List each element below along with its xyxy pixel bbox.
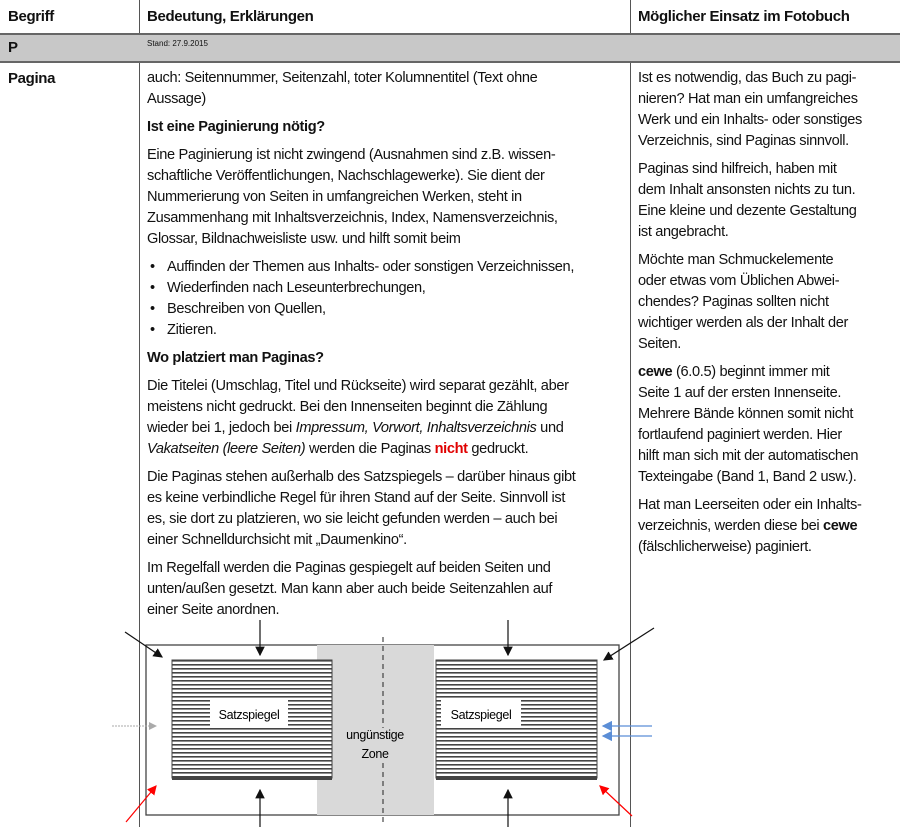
term: Pagina xyxy=(8,70,56,87)
paragraph: Eine Paginierung ist nicht zwingend (Ausnahmen sind z.B. wissen- schaftliche Veröffentlichungen, Nachschlagewerke). Sie dient der Nummerierung von Seiten in umfangreichen Werken, steht in Zusammenhang mit Inhaltsverzeichnis, Index, Namensverzeichnis, Glossar, Bildnachweisliste usw. und hilft somit beim xyxy=(147,147,558,247)
paragraph: Paginas sind hilfreich, haben mit dem Inhalt ansonsten nichts zu tun. Eine kleine und dezente Gestaltung ist angebracht. xyxy=(638,161,857,240)
list-item: • Zitieren. xyxy=(147,320,629,341)
paragraph: auch: Seitennummer, Seitenzahl, toter Kolumnentitel (Text ohne Aussage) xyxy=(147,70,538,107)
paragraph: Die Paginas stehen außerhalb des Satzspiegels – darüber hinaus gibt es keine verbindliche Regel für ihren Stand auf der Seite. Sinnvoll ist es, sie dort zu platzieren, wo sie leicht gefunden werden – auch bei einer Schnelldurchsicht mit „Daumenkino“. xyxy=(147,469,576,548)
list-item: • Wiederfinden nach Leseunterbrechungen, xyxy=(147,278,629,299)
header-einsatz: Möglicher Einsatz im Fotobuch xyxy=(638,8,850,25)
paragraph: Ist es notwendig, das Buch zu pagi- nieren? Hat man ein umfangreiches Werk und ein Inhalts- oder sonstiges Verzeichnis, sind Paginas sinnvoll. xyxy=(638,70,862,149)
header-bedeutung: Bedeutung, Erklärungen xyxy=(147,8,314,25)
text: Die Titelei (Umschlag, Titel und Rückseite) wird separat gezählt, aber meistens nicht gedruckt. Bei den Innenseiten beginnt die Zählung wieder bei 1, jedoch bei xyxy=(147,378,569,436)
brand-text: cewe xyxy=(638,364,673,380)
list-item: • Beschreiben von Quellen, xyxy=(147,299,629,320)
zone-label-1: ungünstige xyxy=(346,728,404,742)
zone-label-2: Zone xyxy=(361,747,389,761)
italic-text: Impressum, Vorwort, Inhaltsverzeichnis xyxy=(295,420,537,436)
left-type-area-label: Satzspiegel xyxy=(218,708,280,722)
italic-text: Vakatseiten (leere Seiten) xyxy=(147,441,306,457)
text: werden die Paginas xyxy=(305,441,435,457)
paragraph: Möchte man Schmuckelemente oder etwas vom Üblichen Abwei- chendes? Paginas sollten nicht wichtiger werden als der Inhalt der Seiten. xyxy=(638,252,849,352)
text: Hat man Leerseiten oder ein Inhalts- verzeichnis, werden diese bei xyxy=(638,497,862,534)
subheading: Wo platziert man Paginas? xyxy=(147,350,324,366)
date-stamp: Stand: 27.9.2015 xyxy=(147,39,208,48)
section-letter: P xyxy=(8,39,18,56)
emphasis-text: nicht xyxy=(434,441,468,457)
paragraph: Im Regelfall werden die Paginas gespiegelt auf beiden Seiten und unten/außen gesetzt. Man kann aber auch beide Seitenzahlen auf einer Seite anordnen. xyxy=(147,560,553,618)
header-begriff: Begriff xyxy=(8,8,54,25)
right-type-area-label: Satzspiegel xyxy=(450,708,512,722)
list-item: • Auffinden der Themen aus Inhalts- oder sonstigen Verzeichnissen, xyxy=(147,257,629,278)
text: und xyxy=(540,420,564,436)
subheading: Ist eine Paginierung nötig? xyxy=(147,119,325,135)
text: (fälschlicherweise) paginiert. xyxy=(638,539,812,555)
text: gedruckt. xyxy=(467,441,529,457)
text: (6.0.5) beginnt immer mit Seite 1 auf der ersten Innenseite. Mehrere Bände können somit nicht fortlaufend paginiert werden. Hier hilft man sich mit der automatischen Texteingabe (Band 1, Band 2 usw.). xyxy=(638,364,859,485)
brand-text: cewe xyxy=(823,518,858,534)
